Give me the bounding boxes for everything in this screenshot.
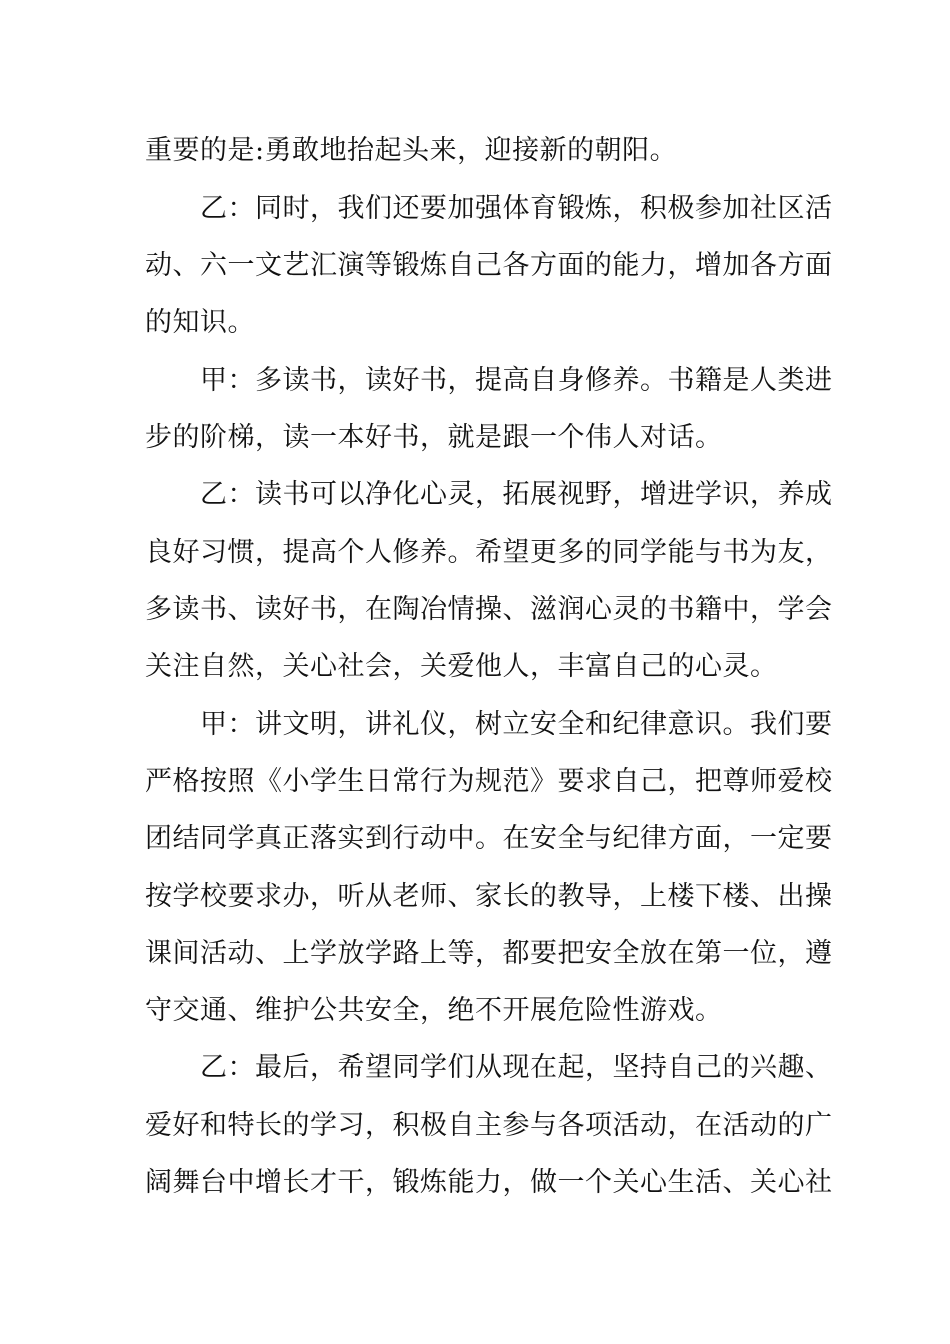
text-line-5: 甲：多读书，读好书，提高自身修养。书籍是人类进 bbox=[200, 365, 833, 396]
text-line-18: 爱好和特长的学习，积极自主参与各项活动，在活动的广 bbox=[145, 1110, 833, 1141]
text-line-2: 乙：同时，我们还要加强体育锻炼，积极参加社区活 bbox=[200, 193, 833, 224]
text-line-8: 良好习惯，提高个人修养。希望更多的同学能与书为友， bbox=[145, 537, 833, 568]
text-line-15: 课间活动、上学放学路上等，都要把安全放在第一位，遵 bbox=[145, 938, 833, 969]
text-line-9: 多读书、读好书，在陶冶情操、滋润心灵的书籍中，学会 bbox=[145, 594, 833, 625]
text-line-6: 步的阶梯，读一本好书，就是跟一个伟人对话。 bbox=[145, 422, 723, 453]
text-line-13: 团结同学真正落实到行动中。在安全与纪律方面，一定要 bbox=[145, 823, 833, 854]
text-line-7: 乙：读书可以净化心灵，拓展视野，增进学识，养成 bbox=[200, 479, 833, 510]
text-line-19: 阔舞台中增长才干，锻炼能力，做一个关心生活、关心社 bbox=[145, 1167, 833, 1198]
text-line-1: 重要的是:勇敢地抬起头来，迎接新的朝阳。 bbox=[145, 135, 678, 166]
text-line-3: 动、六一文艺汇演等锻炼自己各方面的能力，增加各方面 bbox=[145, 250, 833, 281]
text-line-14: 按学校要求办，听从老师、家长的教导，上楼下楼、出操 bbox=[145, 881, 833, 912]
text-line-17: 乙：最后，希望同学们从现在起，坚持自己的兴趣、 bbox=[200, 1052, 833, 1083]
text-line-16: 守交通、维护公共安全，绝不开展危险性游戏。 bbox=[145, 995, 723, 1026]
text-line-12: 严格按照《小学生日常行为规范》要求自己，把尊师爱校 bbox=[145, 766, 833, 797]
text-line-10: 关注自然，关心社会，关爱他人，丰富自己的心灵。 bbox=[145, 651, 778, 682]
text-line-11: 甲：讲文明，讲礼仪，树立安全和纪律意识。我们要 bbox=[200, 709, 833, 740]
text-line-4: 的知识。 bbox=[145, 307, 255, 338]
